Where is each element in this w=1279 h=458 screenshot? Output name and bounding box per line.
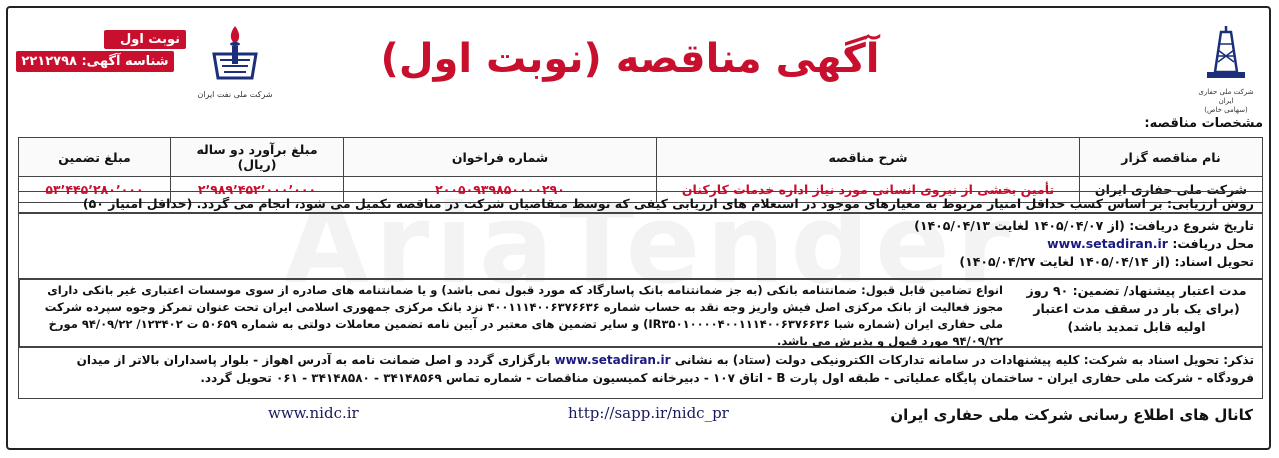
page-title: آگهی مناقصه (نوبت اول) bbox=[380, 36, 880, 82]
receive-place bbox=[27, 235, 1254, 253]
notice-id-badge: شناسه آگهی: ۲۲۱۲۷۹۸ bbox=[16, 51, 174, 72]
header bbox=[0, 14, 1279, 124]
nidc-caption-1: شرکت ملی حفاری ایران bbox=[1198, 88, 1254, 105]
nioc-logo-icon bbox=[200, 22, 270, 84]
col-estimate: مبلغ برآورد دو ساله (ریال) bbox=[171, 138, 344, 177]
guarantee-types: انواع تضامین قابل قبول: ضمانتنامه بانکی (به جز ضمانتنامه بانک پاسارگاد که مورد قبول نمی باشد) و یا ضمانتنامه های صادره از سوی موسسات اعتباری غیر بانکی دارای مجوز فعالیت از بانک مرکزی اصل فیش واریز وجه نقد به حساب شماره ۴۰۰۱۱۱۴۰۰۶۳۷۶۶۳۶ نزد بانک مرکزی جمهوری اسلامی ایران تحت عنوان تمرکز وجوه سپرده شرکت ملی حفاری ایران (شماره شبا IR۳۵۰۱۰۰۰۰۴۰۰۱۱۱۴۰۰۶۳۷۶۶۳۶) و سایر تضمین های معتبر در آیین نامه تضمین معاملات دولتی به شماره ۵۰۶۵۹ ت ۱۲۳۴۰۲/ ۹۴/۰۹/۲۲ مورخ ۹۴/۰۹/۲۲ مورد قبول و پذیرش می باشد. bbox=[19, 280, 1011, 346]
cell-guarantee: ۵۳٬۴۴۵٬۲۸۰٬۰۰۰ bbox=[19, 177, 171, 203]
cell-call-number: ۲۰۰۵۰۹۳۹۸۵۰۰۰۰۲۹۰ bbox=[344, 177, 657, 203]
cell-organizer: شرکت ملی حفاری ایران bbox=[1080, 177, 1263, 203]
cell-estimate: ۲٬۹۸۹٬۴۵۲٬۰۰۰٬۰۰۰ bbox=[171, 177, 344, 203]
delivery-dates: تحویل اسناد: (از ۱۴۰۵/۰۴/۱۴ لغایت ۱۴۰۵/۰۴/۲۷) bbox=[959, 254, 1254, 269]
section-title: مشخصات مناقصه: bbox=[1144, 116, 1263, 131]
note-setadiran-link[interactable]: www.setadiran.ir bbox=[554, 353, 671, 367]
note-text-2: بارگزاری گردد و اصل ضمانت نامه به آدرس اهواز - بلوار پاسداران بالاتر از میدان فرودگاه - شرکت ملی حفاری ایران - ساختمان پایگاه عملیاتی - طبقه اول پارت B - اتاق ۱۰۷ - دبیرخانه کمیسیون مناقصات - شماره تماس ۳۴۱۴۸۵۶۹ - ۳۴۱۴۸۵۸۰ - ۰۶۱ تحویل گردد. bbox=[76, 353, 1254, 385]
table-header-row bbox=[19, 138, 1263, 177]
col-guarantee: مبلغ تضمین bbox=[19, 138, 171, 177]
col-description: شرح مناقصه bbox=[657, 138, 1080, 177]
receive-place-label: محل دریافت: bbox=[1172, 236, 1254, 251]
cell-description: تأمین بخشی از نیروی انسانی مورد نیاز اداره خدمات کارکنان bbox=[657, 177, 1080, 203]
note-block bbox=[18, 347, 1263, 399]
guarantees-block bbox=[18, 279, 1263, 347]
footer-title: کانال های اطلاع رسانی شرکت ملی حفاری ایران bbox=[890, 406, 1253, 424]
nidc-logo bbox=[1191, 24, 1261, 115]
note-text-1: تذکر: تحویل اسناد به شرکت: کلیه پیشنهادات در سامانه تدارکات الکترونیکی دولت (ستاد) به نشانی bbox=[674, 353, 1254, 367]
sapp-link[interactable]: http://sapp.ir/nidc_pr bbox=[568, 404, 729, 422]
nidc-caption-2: (سهامی خاص) bbox=[1204, 106, 1248, 114]
nidc-site-link[interactable]: www.nidc.ir bbox=[268, 404, 359, 422]
drilling-rig-icon bbox=[1203, 24, 1249, 84]
round-badge: نوبت اول bbox=[104, 30, 186, 49]
validity-cell: مدت اعتبار پیشنهاد/ تضمین: ۹۰ روز (برای یک بار در سقف مدت اعتبار اولیه قابل تمدید باشد) bbox=[1026, 283, 1247, 334]
col-call-number: شماره فراخوان bbox=[344, 138, 657, 177]
nioc-caption: شرکت ملی نفت ایران bbox=[197, 90, 273, 99]
nioc-logo bbox=[180, 22, 290, 99]
col-organizer: نام مناقصه گزار bbox=[1080, 138, 1263, 177]
setadiran-link[interactable]: www.setadiran.ir bbox=[1047, 236, 1168, 251]
receive-start: تاریخ شروع دریافت: (از ۱۴۰۵/۰۴/۰۷ لغایت ۱۴۰۵/۰۴/۱۳) bbox=[914, 218, 1254, 233]
notice-badge bbox=[16, 30, 180, 72]
dates-block bbox=[18, 213, 1263, 279]
footer bbox=[18, 400, 1263, 434]
evaluation-row: روش ارزیابی: بر اساس کسب حداقل امتیاز مربوط به معیارهای موجود در استعلام های ارزیابی کیفی که توسط متقاضیان شرکت در مناقصه تکمیل می شود، انجام می گردد. (حداقل امتیاز ۵۰) bbox=[18, 191, 1263, 213]
